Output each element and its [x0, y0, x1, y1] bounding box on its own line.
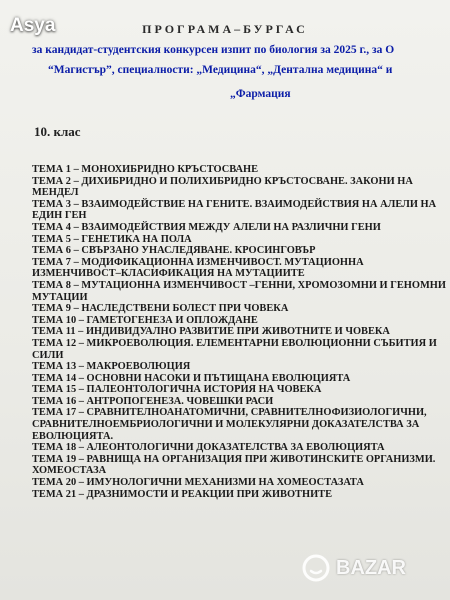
topic-item: ТЕМА 4 – ВЗАИМОДЕЙСТВИЯ МЕЖДУ АЛЕЛИ НА РАЗЛИЧНИ ГЕНИ	[32, 221, 381, 233]
topic-item: ТЕМА 16 – АНТРОПОГЕНЕЗА. ЧОВЕШКИ РАСИ	[32, 395, 274, 407]
topic-list	[32, 164, 450, 500]
topic-item: ТЕМА 21 – ДРАЗНИМОСТИ И РЕАКЦИИ ПРИ ЖИВОТНИТЕ	[32, 488, 333, 500]
subtitle-line-3: „Фармация	[230, 88, 291, 100]
subtitle-line-1: за кандидат-студентския конкурсен изпит по биология за 2025 г., за О	[32, 44, 395, 56]
topic-item: ТЕМА 20 – ИМУНОЛОГИЧНИ МЕХАНИЗМИ НА ХОМЕОСТАЗАТА	[32, 477, 364, 489]
topic-item: ТЕМА 3 – ВЗАИМОДЕЙСТВИЕ НА ГЕНИТЕ. ВЗАИМОДЕЙСТВИЯ НА АЛЕЛИ НА ЕДИН ГЕН	[32, 198, 437, 222]
topic-item: ТЕМА 13 – МАКРОЕВОЛЮЦИЯ	[32, 361, 191, 373]
subtitle-line-2: “Магистър”, специалности: „Медицина“, „Дентална медицина“ и	[48, 64, 393, 76]
topic-item: ТЕМА 8 – МУТАЦИОННА ИЗМЕНЧИВОСТ –ГЕННИ, ХРОМОЗОМНИ И ГЕНОМНИ МУТАЦИИ	[32, 279, 446, 303]
topic-item: ТЕМА 2 – ДИХИБРИДНО И ПОЛИХИБРИДНО КРЪСТОСВАНЕ. ЗАКОНИ НА МЕНДЕЛ	[32, 175, 413, 199]
topic-item: ТЕМА 9 – НАСЛЕДСТВЕНИ БОЛЕСТ ПРИ ЧОВЕКА	[32, 303, 289, 315]
topic-item: ТЕМА 17 – СРАВНИТЕЛНОАНАТОМИЧНИ, СРАВНИТЕЛНОФИЗИОЛОГИЧНИ, СРАВНИТЕЛНОЕМБРИОЛОГИЧНИ И МОЛЕКУЛЯРНИ ДОКАЗАТЕЛСТВА ЗА ЕВОЛЮЦИЯТА.	[32, 407, 427, 442]
topic-item: ТЕМА 15 – ПАЛЕОНТОЛОГИЧНА ИСТОРИЯ НА ЧОВЕКА	[32, 384, 322, 396]
topic-item: ТЕМА 12 – МИКРОЕВОЛЮЦИЯ. ЕЛЕМЕНТАРНИ ЕВОЛЮЦИОННИ СЪБИТИЯ И СИЛИ	[32, 337, 437, 361]
document-title: ПРОГРАМА–БУРГАС	[142, 22, 308, 36]
grade-heading: 10. клас	[34, 124, 81, 139]
topic-item: ТЕМА 19 – РАВНИЩА НА ОРГАНИЗАЦИЯ ПРИ ЖИВОТИНСКИТЕ ОРГАНИЗМИ. ХОМЕОСТАЗА	[32, 453, 436, 477]
bazar-watermark	[302, 548, 442, 588]
topic-item: ТЕМА 18 – АЛЕОНТОЛОГИЧНИ ДОКАЗАТЕЛСТВА ЗА ЕВОЛЮЦИЯТА	[32, 442, 385, 454]
topic-item: ТЕМА 5 – ГЕНЕТИКА НА ПОЛА	[32, 233, 192, 245]
topic-item: ТЕМА 10 – ГАМЕТОГЕНЕЗА И ОПЛОЖДАНЕ	[32, 314, 258, 326]
topic-item: ТЕМА 11 – ИНДИВИДУАЛНО РАЗВИТИЕ ПРИ ЖИВОТНИТЕ И ЧОВЕКА	[32, 326, 390, 338]
topic-item: ТЕМА 14 – ОСНОВНИ НАСОКИ И ПЪТИЩАНА ЕВОЛЮЦИЯТА	[32, 372, 351, 384]
seller-name-label[interactable]: Asya	[10, 15, 56, 36]
watermark-text: BAZAR	[336, 556, 406, 579]
bazar-logo-icon	[302, 554, 330, 582]
topic-item: ТЕМА 7 – МОДИФИКАЦИОННА ИЗМЕНЧИВОСТ. МУТАЦИОННА ИЗМЕНЧИВОСТ–КЛАСИФИКАЦИЯ НА МУТАЦИИТЕ	[32, 256, 364, 280]
topic-item: ТЕМА 1 – МОНОХИБРИДНО КРЪСТОСВАНЕ	[32, 164, 259, 175]
topic-item: ТЕМА 6 – СВЪРЗАНО УНАСЛЕДЯВАНЕ. КРОСИНГОВЪР	[32, 245, 316, 257]
